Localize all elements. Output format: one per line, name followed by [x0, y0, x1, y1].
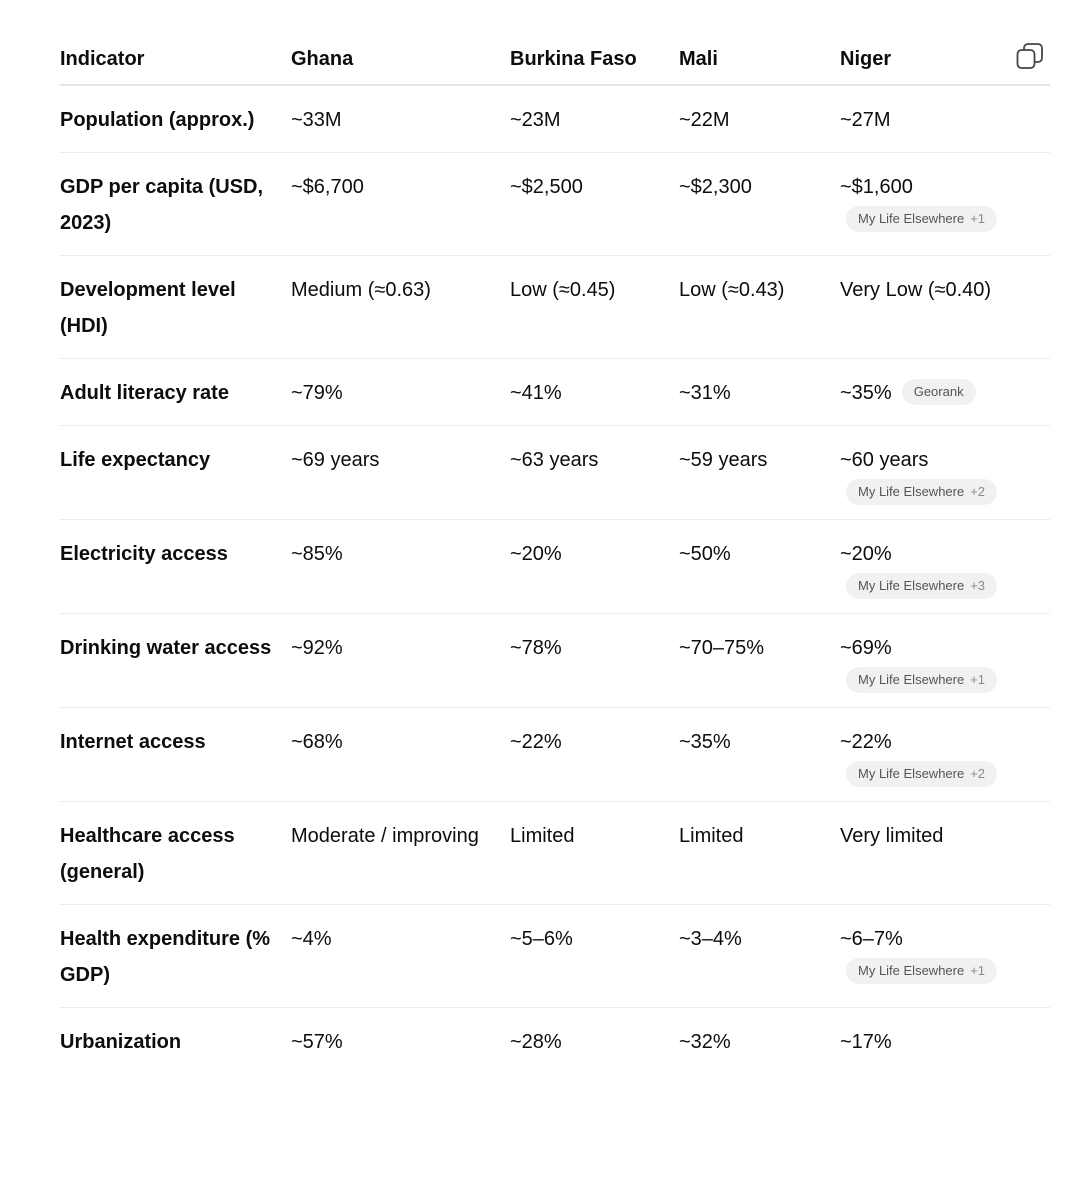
- cell-value: ~17%: [840, 1031, 892, 1053]
- value-cell-ghana: [291, 905, 510, 1008]
- value-cell-niger: [840, 153, 1050, 256]
- value-cell-niger: [840, 905, 1050, 1008]
- source-badge[interactable]: [846, 761, 997, 787]
- value-cell-niger: [840, 520, 1050, 614]
- value-cell-burkina-faso: [510, 426, 679, 520]
- cell-value: ~$6,700: [291, 176, 364, 198]
- copy-table-button[interactable]: [1016, 42, 1044, 70]
- value-cell-mali: [679, 1008, 840, 1075]
- value-cell-burkina-faso: [510, 802, 679, 905]
- cell-value: ~41%: [510, 382, 562, 404]
- source-badge-label: My Life Elsewhere: [858, 484, 965, 499]
- table-row: [60, 256, 1050, 359]
- indicator-cell: Drinking water access: [60, 614, 291, 708]
- source-badge-count: +1: [970, 672, 986, 687]
- cell-value: ~92%: [291, 637, 343, 659]
- value-cell-niger: [840, 802, 1050, 905]
- value-cell-ghana: [291, 614, 510, 708]
- cell-value: ~28%: [510, 1031, 562, 1053]
- cell-value: ~59 years: [679, 449, 768, 471]
- table-row: [60, 1008, 1050, 1075]
- source-badge-count: +3: [970, 578, 986, 593]
- source-badge[interactable]: [846, 958, 997, 984]
- cell-value: ~5–6%: [510, 928, 573, 950]
- cell-value: Moderate / improving: [291, 825, 479, 847]
- source-badge[interactable]: [902, 379, 976, 405]
- cell-value: Very Low (≈0.40): [840, 279, 992, 301]
- cell-value: ~63 years: [510, 449, 599, 471]
- value-cell-ghana: [291, 1008, 510, 1075]
- cell-value: ~4%: [291, 928, 332, 950]
- value-cell-niger: [840, 256, 1050, 359]
- cell-value: Limited: [679, 825, 744, 847]
- source-badge-label: My Life Elsewhere: [858, 672, 965, 687]
- table-body: [60, 85, 1050, 1074]
- source-badge-count: +2: [970, 484, 986, 499]
- cell-value: ~78%: [510, 637, 562, 659]
- indicator-cell: Adult literacy rate: [60, 359, 291, 426]
- source-badge[interactable]: [846, 479, 997, 505]
- source-badge[interactable]: [846, 573, 997, 599]
- cell-value: ~70–75%: [679, 637, 765, 659]
- source-badge-count: +1: [970, 963, 986, 978]
- cell-value: ~33M: [291, 109, 342, 131]
- value-cell-niger: [840, 1008, 1050, 1075]
- value-cell-mali: [679, 85, 840, 153]
- cell-value: ~23M: [510, 109, 561, 131]
- cell-value: Low (≈0.45): [510, 279, 616, 301]
- value-cell-ghana: [291, 802, 510, 905]
- indicator-cell: Population (approx.): [60, 85, 291, 153]
- cell-value: ~57%: [291, 1031, 343, 1053]
- copy-icon: [1016, 42, 1044, 70]
- value-cell-niger: [840, 85, 1050, 153]
- cell-value: ~22%: [510, 731, 562, 753]
- source-badge-label: My Life Elsewhere: [858, 578, 965, 593]
- table-row: [60, 708, 1050, 802]
- cell-value: ~69 years: [291, 449, 380, 471]
- cell-value: Low (≈0.43): [679, 279, 785, 301]
- value-cell-burkina-faso: [510, 708, 679, 802]
- indicator-cell: GDP per capita (USD, 2023): [60, 153, 291, 256]
- table-header: [60, 0, 1050, 85]
- header-ghana: Ghana: [291, 0, 510, 85]
- source-badge[interactable]: [846, 667, 997, 693]
- table-row: [60, 359, 1050, 426]
- cell-value: ~$1,600: [840, 176, 913, 198]
- header-burkina-faso: Burkina Faso: [510, 0, 679, 85]
- value-cell-burkina-faso: [510, 85, 679, 153]
- indicator-cell: Healthcare access (general): [60, 802, 291, 905]
- cell-value: ~68%: [291, 731, 343, 753]
- cell-value: ~22M: [679, 109, 730, 131]
- value-cell-ghana: [291, 85, 510, 153]
- table-row: [60, 153, 1050, 256]
- table-row: [60, 905, 1050, 1008]
- value-cell-ghana: [291, 520, 510, 614]
- cell-value: ~31%: [679, 382, 731, 404]
- source-badge-count: +2: [970, 766, 986, 781]
- indicator-cell: Health expenditure (% GDP): [60, 905, 291, 1008]
- header-niger-cell: [840, 0, 1050, 85]
- value-cell-niger: [840, 708, 1050, 802]
- cell-value: ~35%: [840, 382, 892, 404]
- cell-value: ~22%: [840, 731, 892, 753]
- cell-value: Medium (≈0.63): [291, 279, 431, 301]
- table-row: [60, 85, 1050, 153]
- value-cell-ghana: [291, 153, 510, 256]
- cell-value: ~50%: [679, 543, 731, 565]
- value-cell-burkina-faso: [510, 1008, 679, 1075]
- cell-value: ~$2,500: [510, 176, 583, 198]
- value-cell-mali: [679, 520, 840, 614]
- value-cell-mali: [679, 256, 840, 359]
- value-cell-mali: [679, 708, 840, 802]
- comparison-table: [60, 0, 1050, 1074]
- value-cell-mali: [679, 153, 840, 256]
- cell-value: ~$2,300: [679, 176, 752, 198]
- value-cell-ghana: [291, 256, 510, 359]
- cell-value: ~79%: [291, 382, 343, 404]
- value-cell-mali: [679, 802, 840, 905]
- value-cell-niger: [840, 614, 1050, 708]
- source-badge[interactable]: [846, 206, 997, 232]
- value-cell-burkina-faso: [510, 153, 679, 256]
- value-cell-ghana: [291, 708, 510, 802]
- cell-value: ~69%: [840, 637, 892, 659]
- cell-value: ~20%: [840, 543, 892, 565]
- header-row: [60, 0, 1050, 85]
- indicator-cell: Life expectancy: [60, 426, 291, 520]
- cell-value: Very limited: [840, 825, 944, 847]
- value-cell-ghana: [291, 426, 510, 520]
- table-row: [60, 426, 1050, 520]
- value-cell-niger: [840, 359, 1050, 426]
- cell-value: ~27M: [840, 109, 891, 131]
- value-cell-burkina-faso: [510, 256, 679, 359]
- header-indicator: Indicator: [60, 0, 291, 85]
- cell-value: Limited: [510, 825, 575, 847]
- value-cell-mali: [679, 359, 840, 426]
- value-cell-mali: [679, 614, 840, 708]
- cell-value: ~85%: [291, 543, 343, 565]
- source-badge-label: My Life Elsewhere: [858, 963, 965, 978]
- value-cell-ghana: [291, 359, 510, 426]
- cell-value: ~32%: [679, 1031, 731, 1053]
- cell-value: ~35%: [679, 731, 731, 753]
- value-cell-burkina-faso: [510, 359, 679, 426]
- source-badge-label: My Life Elsewhere: [858, 766, 965, 781]
- cell-value: ~60 years: [840, 449, 929, 471]
- cell-value: ~20%: [510, 543, 562, 565]
- source-badge-count: +1: [970, 211, 986, 226]
- source-badge-label: My Life Elsewhere: [858, 211, 965, 226]
- indicator-cell: Internet access: [60, 708, 291, 802]
- table-row: [60, 520, 1050, 614]
- cell-value: ~3–4%: [679, 928, 742, 950]
- indicator-cell: Development level (HDI): [60, 256, 291, 359]
- cell-value: ~6–7%: [840, 928, 903, 950]
- table-row: [60, 802, 1050, 905]
- value-cell-burkina-faso: [510, 520, 679, 614]
- indicator-cell: Urbanization: [60, 1031, 182, 1053]
- value-cell-burkina-faso: [510, 614, 679, 708]
- value-cell-burkina-faso: [510, 905, 679, 1008]
- value-cell-niger: [840, 426, 1050, 520]
- comparison-table-container: [60, 0, 1050, 1074]
- table-row: [60, 614, 1050, 708]
- header-niger: Niger: [840, 48, 892, 70]
- value-cell-mali: [679, 905, 840, 1008]
- indicator-cell: Electricity access: [60, 520, 291, 614]
- value-cell-mali: [679, 426, 840, 520]
- header-mali: Mali: [679, 0, 840, 85]
- source-badge-label: Georank: [913, 383, 964, 399]
